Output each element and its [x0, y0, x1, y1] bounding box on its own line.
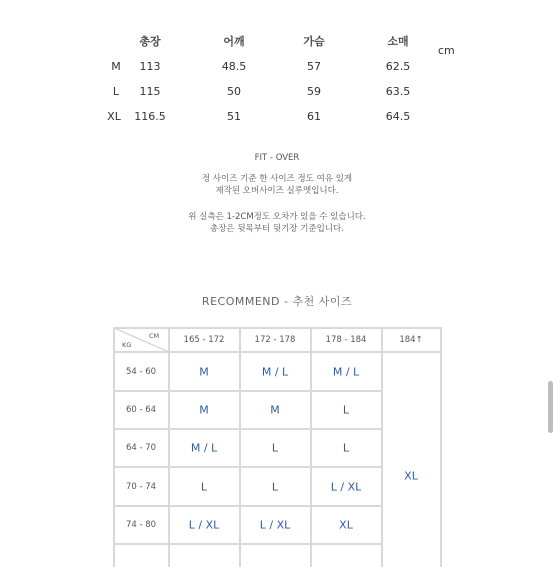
size-cell: L — [342, 441, 350, 455]
grid-line — [113, 505, 383, 507]
merged-size-cell: XL — [404, 469, 418, 483]
scrollbar-thumb[interactable] — [548, 381, 553, 433]
table-row — [0, 85, 554, 105]
unit-label: cm — [438, 44, 455, 57]
value-cell: 61 — [307, 110, 321, 123]
grid-line — [381, 327, 383, 567]
size-cell: L / XL — [330, 480, 362, 494]
size-cell: XL — [339, 518, 353, 532]
row-header: 60 - 64 — [125, 405, 157, 415]
corner-cm-label: CM — [149, 332, 160, 340]
grid-line — [440, 327, 442, 567]
header-sleeve: 소매 — [387, 35, 409, 48]
size-table-header — [0, 33, 554, 53]
grid-line — [113, 466, 383, 468]
column-header: 165 - 172 — [183, 335, 225, 345]
table-row — [0, 110, 554, 130]
value-cell: 113 — [139, 60, 161, 73]
recommend-grid — [113, 327, 442, 567]
grid-line — [168, 327, 170, 567]
recommend-title: RECOMMEND - 추천 사이즈 — [201, 295, 353, 308]
value-cell: 64.5 — [385, 110, 411, 123]
fit-note-line: 제작된 오버사이즈 실루엣입니다. — [215, 186, 339, 196]
row-header: 64 - 70 — [125, 443, 157, 453]
header-shoulder: 어깨 — [223, 35, 245, 48]
size-cell: M / L — [190, 441, 218, 455]
grid-line — [113, 327, 115, 567]
value-cell: 51 — [227, 110, 241, 123]
column-header: 178 - 184 — [325, 335, 367, 345]
row-header: 70 - 74 — [125, 482, 157, 492]
row-header: 74 - 80 — [125, 520, 157, 530]
fit-note-line: 정 사이즈 기준 한 사이즈 정도 여유 있게 — [201, 174, 353, 184]
size-label: L — [112, 85, 120, 98]
value-cell: 63.5 — [385, 85, 411, 98]
value-cell: 115 — [139, 85, 161, 98]
size-cell: L — [271, 441, 279, 455]
size-cell: M / L — [332, 365, 360, 379]
size-cell: L / XL — [188, 518, 220, 532]
grid-line — [310, 327, 312, 567]
size-cell: M — [199, 365, 209, 379]
size-cell: L — [342, 403, 350, 417]
grid-line — [113, 428, 383, 430]
value-cell: 116.5 — [134, 110, 166, 123]
corner-kg-label: KG — [122, 341, 132, 349]
value-cell: 48.5 — [221, 60, 247, 73]
measure-note-line: 총장은 뒷목부터 뒷기장 기준입니다. — [210, 224, 344, 234]
value-cell: 62.5 — [385, 60, 411, 73]
grid-line — [113, 543, 383, 545]
size-label: XL — [107, 110, 121, 123]
size-cell: L — [200, 480, 208, 494]
grid-line — [239, 327, 241, 567]
value-cell: 59 — [307, 85, 321, 98]
table-row — [0, 60, 554, 80]
row-header: 54 - 60 — [125, 367, 157, 377]
column-header: 172 - 178 — [254, 335, 296, 345]
header-total-length: 총장 — [139, 35, 161, 48]
value-cell: 57 — [307, 60, 321, 73]
fit-title: FIT - OVER — [254, 153, 300, 163]
size-label: M — [111, 60, 121, 73]
measure-note-line: 위 실측은 1-2CM정도 오차가 있을 수 있습니다. — [188, 212, 366, 222]
grid-line — [113, 390, 383, 392]
size-cell: M — [199, 403, 209, 417]
value-cell: 50 — [227, 85, 241, 98]
header-chest: 가슴 — [303, 35, 325, 48]
size-cell: M — [270, 403, 280, 417]
size-cell: M / L — [261, 365, 289, 379]
size-cell: L — [271, 480, 279, 494]
column-header: 184↑ — [399, 335, 423, 345]
size-cell: L / XL — [259, 518, 291, 532]
